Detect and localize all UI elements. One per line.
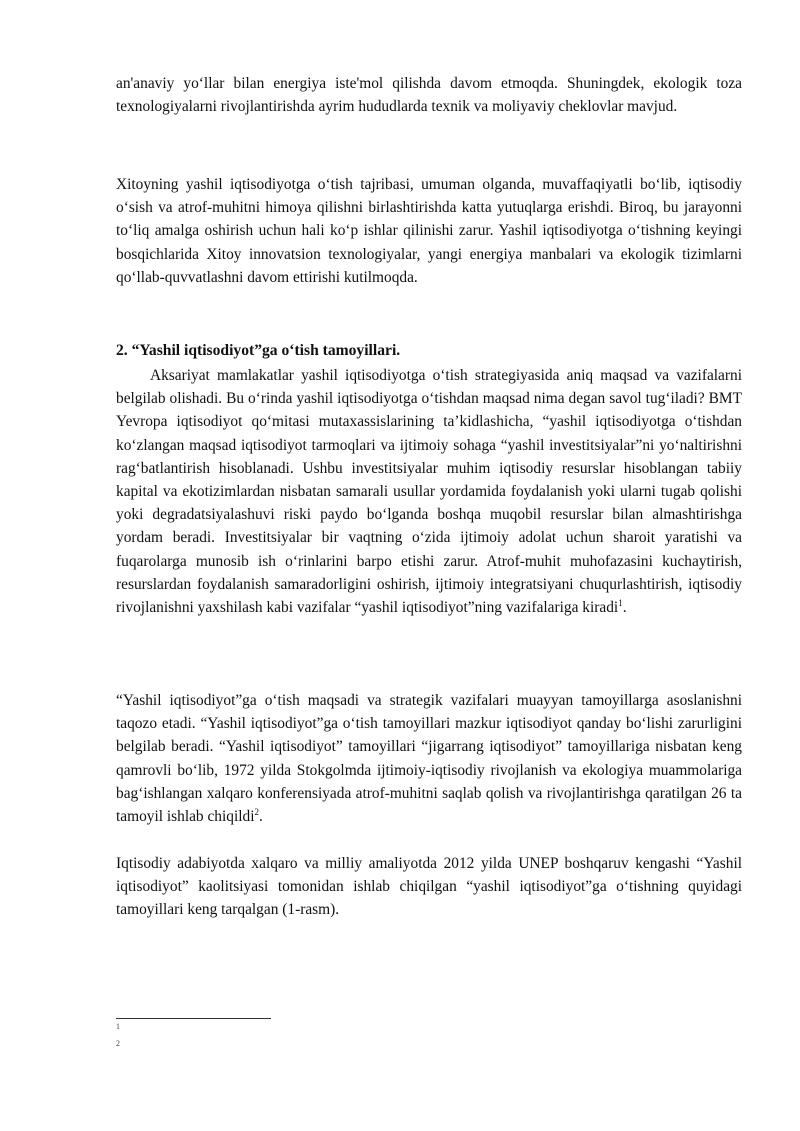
paragraph-principles-text: “Yashil iqtisodiyot”ga o‘tish maqsadi va strategik vazifalari muayyan tamoyillarga asoslanishni taqozo etadi. “Yashil iqtisodiyot”ga o‘tish tamoyillari mazkur iqtisodiyot qanday bo‘lishi zarurligini belgilab beradi. “Yashil iqtisodiyot” tamoyillari “jigarrang iqtisodiyot” tamoyillariga nisbatan keng qamrovli bo‘lib, 1972 yilda Stokgolmda ijtimoiy-iqtisodiy rivojlanish va ekologiya muammolariga bag‘ishlangan xalqaro konferensiyada atrof-muhitni saqlab qolish va rivojlantirishga qaratilgan 26 ta tamoyil ishlab chiqildi [116,692,742,826]
footnote-separator [116,1018,271,1019]
footnote-ref-1[interactable]: 1 [618,597,623,608]
paragraph-principles-end: . [259,808,263,826]
paragraph-goals [116,364,742,619]
paragraph-principles [116,689,742,828]
footnote-ref-2[interactable]: 2 [254,806,260,817]
paragraph-unep: Iqtisodiy adabiyotda xalqaro va milliy amaliyotda 2012 yilda UNEP boshqaruv kengashi “Yashil iqtisodiyot” kaolitsiyasi tomonidan ishlab chiqilgan “yashil iqtisodiyot”ga o‘tishning quyidagi tamoyillari keng tarqalgan (1-rasm). [116,855,742,919]
paragraph-china-experience: Xitoyning yashil iqtisodiyotga o‘tish tajribasi, umuman olganda, muvaffaqiyatli bo‘lib, iqtisodiy o‘sish va atrof-muhitni himoya qilishni birlashtirishda katta yutuqlarga erishdi. Biroq, bu jarayonni to‘liq amalga oshirish uchun hali ko‘p ishlar qilinishi zarur. Yashil iqtisodiyotga o‘tishning keyingi bosqichlarida Xitoy innovatsion texnologiyalar, yangi energiya manbalari va ekologik tizimlarni qo‘llab-quvvatlashni davom ettirishi kutilmoqda. [116,176,742,286]
paragraph-goals-text: Aksariyat mamlakatlar yashil iqtisodiyotga o‘tish strategiyasida aniq maqsad va vazifalarni belgilab olishadi. Bu o‘rinda yashil iqtisodiyotga o‘tishdan maqsad nima degan savol tug‘iladi? BMT Yevropa iqtisodiyot qo‘mitasi mutaxassislarining ta’kidlashicha, “yashil iqtisodiyotga o‘tishdan ko‘zlangan maqsad iqtisodiyot tarmoqlari va ijtimoiy sohaga “yashil investitsiyalar”ni yo‘naltirishni rag‘batlantirish hisoblanadi. Ushbu investitsiyalar muhim iqtisodiy resurslar hisoblangan tabiiy kapital va ekotizimlardan nisbatan samarali usullar yordamida foydalanish yoki ularni tugab qolishi yoki degradatsiyalashuvi riski paydo bo‘lganda boshqa muqobil resurslar bilan almashtirishga yordam beradi. Investitsiyalar bir vaqtning o‘zida ijtimoiy adolat uchun sharoit yaratishi va fuqarolarga munosib ish o‘rinlarini barpo etishi zarur. Atrof-muhit muhofazasini kuchaytirish, resurslardan foydalanish samaradorligini oshirish, ijtimoiy integratsiyani chuqurlashtirish, iqtisodiy rivojlanishni yaxshilash kabi vazifalar “yashil iqtisodiyot”ning vazifalariga kiradi [116,367,742,617]
paragraph-energy-constraints: an'anaviy yo‘llar bilan energiya iste'mol qilishda davom etmoqda. Shuningdek, ekologik toza texnologiyalarni rivojlantirishda ayrim hududlarda texnik va moliyaviy cheklovlar mavjud. [116,75,742,116]
footnote-1-marker: 1 [116,1022,120,1031]
footnote-2-marker: 2 [116,1039,120,1048]
section-heading: 2. “Yashil iqtisodiyot”ga o‘tish tamoyillari. [116,342,401,359]
paragraph-goals-end: . [622,599,627,617]
